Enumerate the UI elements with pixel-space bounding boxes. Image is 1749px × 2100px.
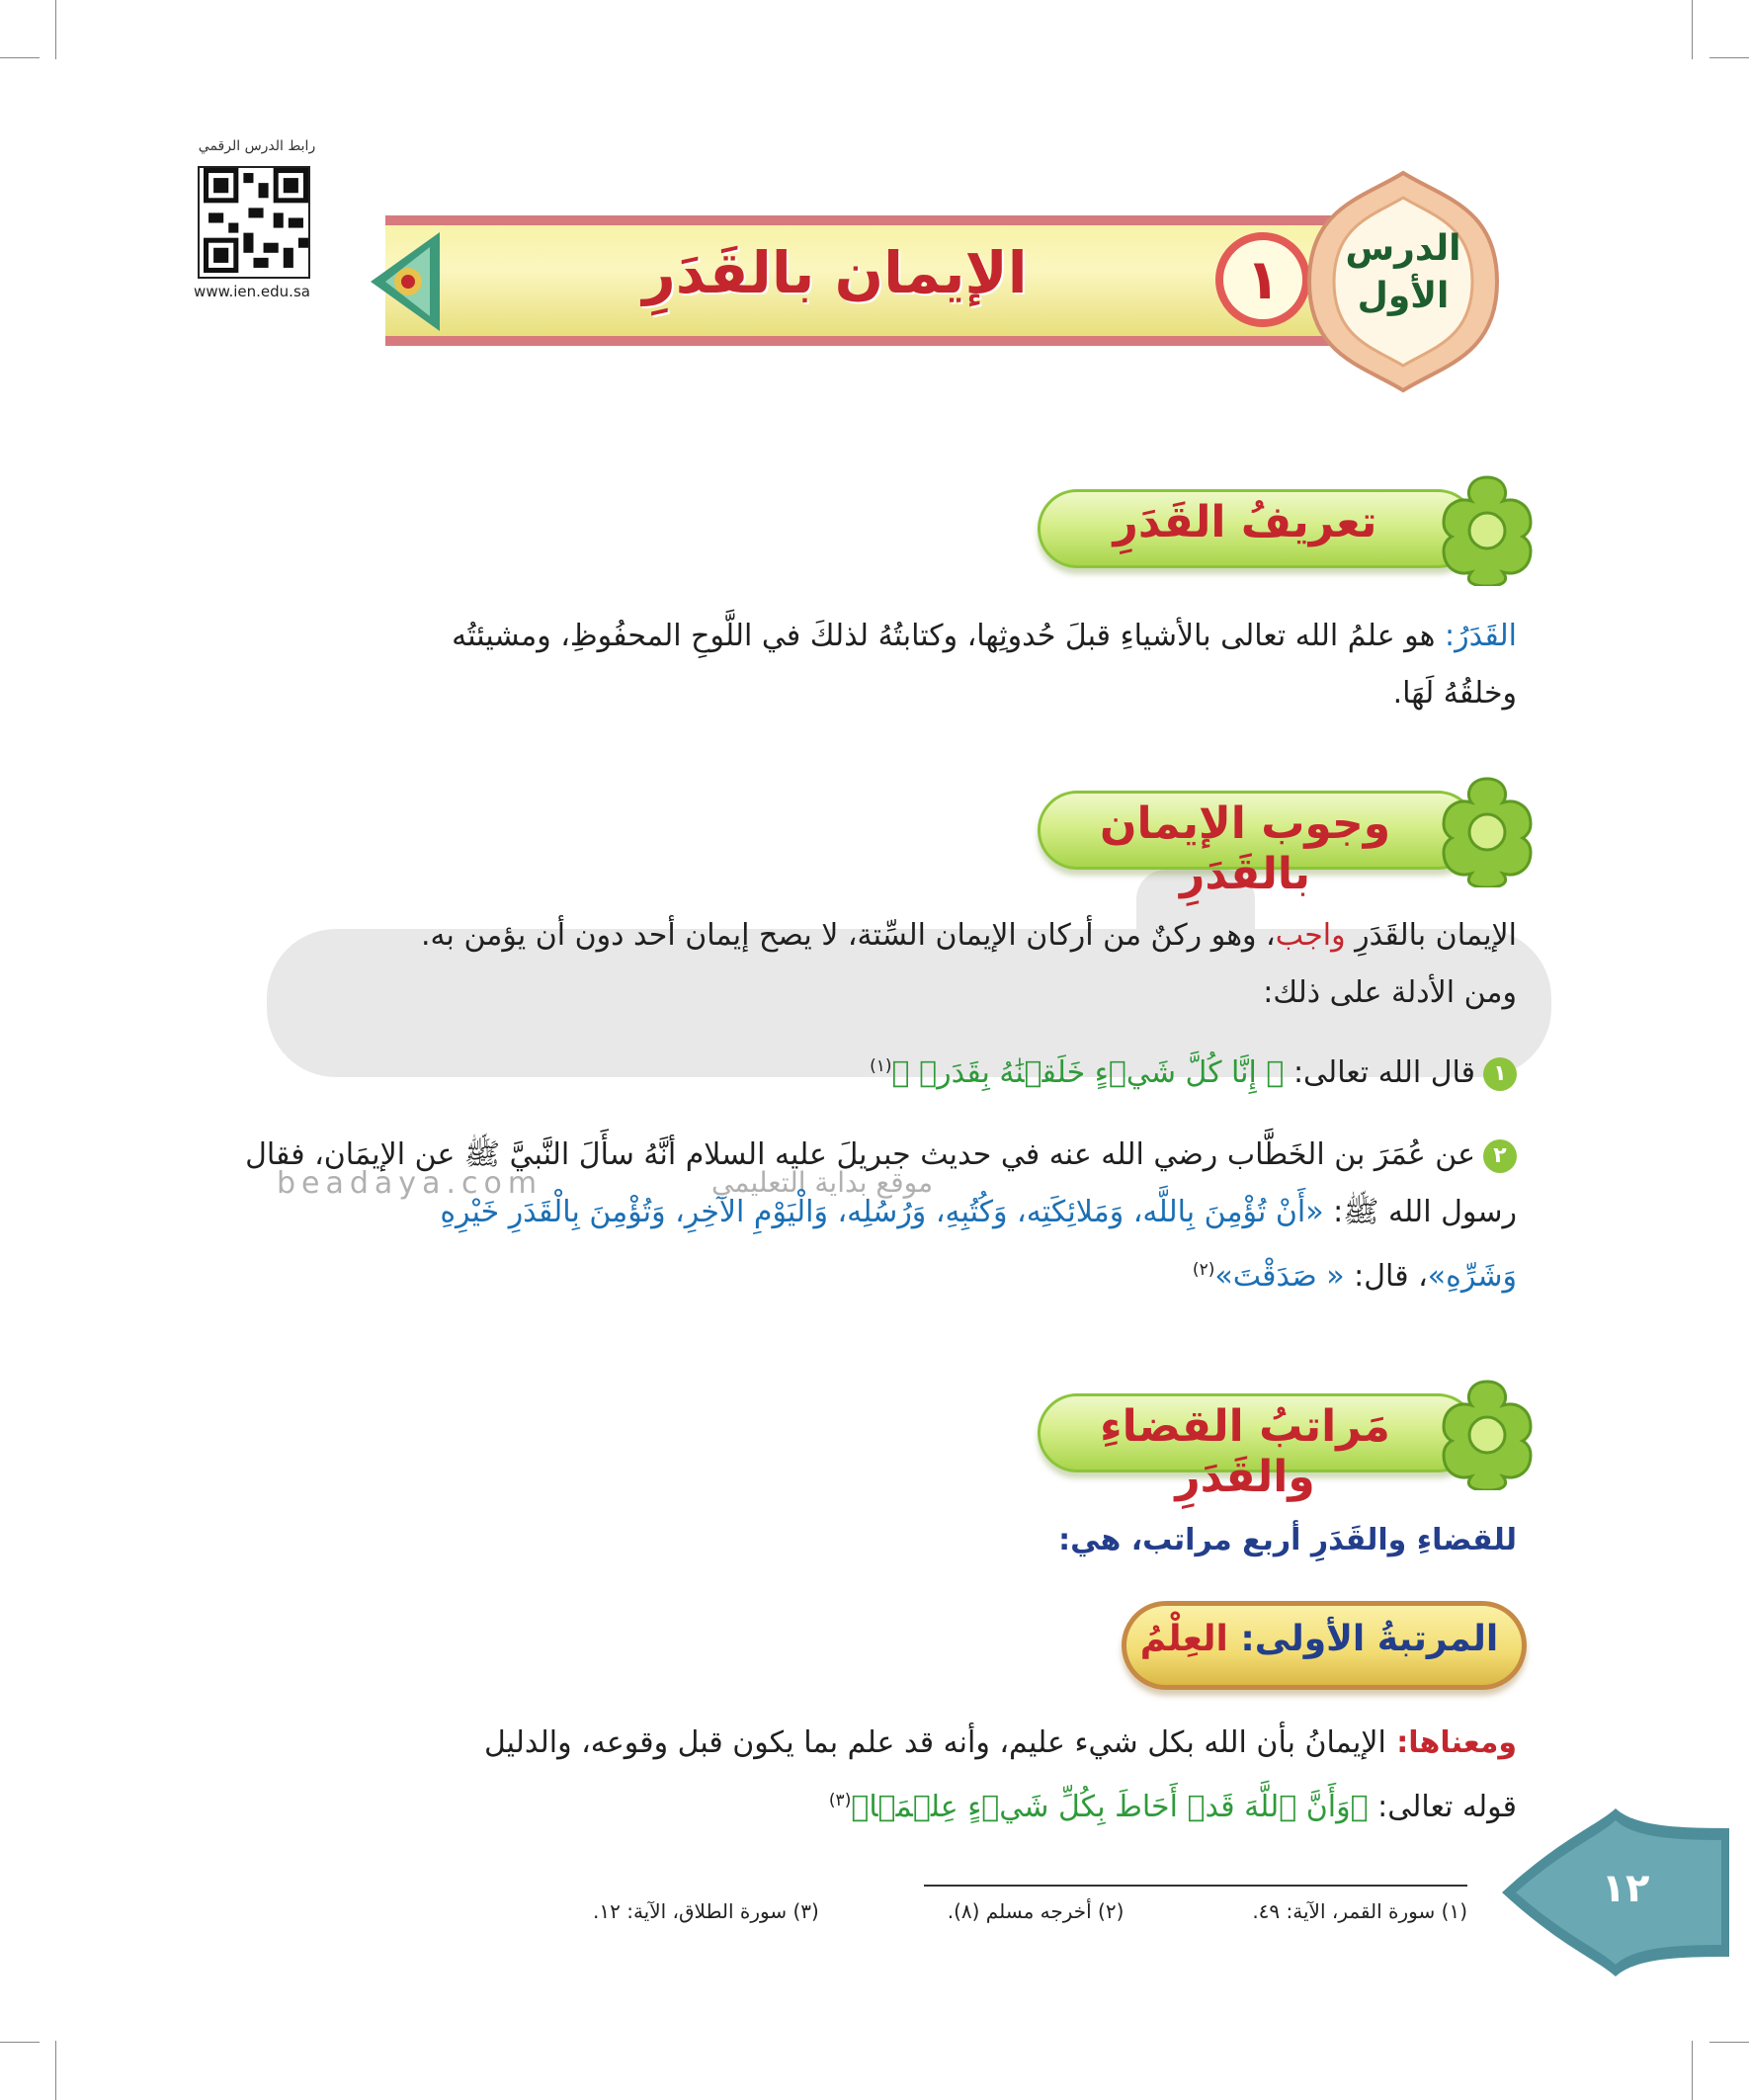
section-title: مَراتبُ القضاءِ والقَدَرِ xyxy=(1100,1401,1390,1502)
crop-mark xyxy=(0,2042,40,2043)
footnote-1: (١) سورة القمر، الآية: ٤٩. xyxy=(1252,1899,1467,1923)
obligation-text-b: ، وهو ركنٌ من أركان الإيمان السِّتة، لا يصح إيمان أحد دون أن يؤمن به. xyxy=(420,918,1276,953)
item-number-badge: ٢ xyxy=(1483,1139,1517,1173)
watermark-latin: beadaya.com xyxy=(277,1166,543,1201)
hadith-intro: عن عُمَرَ بن الخَطَّاب رضي الله عنه في حديث جبريلَ عليه السلام أنَّهُ سأَلَ النَّبيَّ ﷺ عن الإيمَان، فقال xyxy=(245,1137,1475,1172)
qr-code[interactable] xyxy=(198,166,310,279)
definition-paragraph xyxy=(232,608,1517,722)
lesson-label-line2: الأول xyxy=(1357,276,1450,316)
footnote-ref: (٣) xyxy=(828,1791,852,1810)
definition-line1: هو علمُ الله تعالى بالأشياءِ قبلَ حُدوثِها، وكتابتُهُ لذلكَ في اللَّوحِ المحفُوظِ، ومشيئتُه xyxy=(452,619,1445,653)
footnote-ref: (٢) xyxy=(1192,1260,1215,1280)
ornament-icon xyxy=(331,227,440,336)
section-title: وجوب الإيمان بالقَدَرِ xyxy=(1099,798,1391,899)
obligation-keyword: واجب xyxy=(1275,918,1346,953)
obligation-text-a: الإيمان بالقَدَرِ xyxy=(1345,918,1517,953)
hadith-text: «أَنْ تُؤْمِنَ بِاللَّه، وَمَلائِكَتِه، وَكُتُبِهِ، وَرُسُلِه، وَالْيَوْمِ الآخِرِ، وَتُؤْمِنَ بِالْقَدَرِ خَيْرِهِ xyxy=(440,1195,1324,1229)
footnote-ref: (١) xyxy=(870,1056,892,1076)
rank-label: المرتبةُ الأولى: xyxy=(1227,1619,1499,1659)
page-number: ١٢ xyxy=(1601,1866,1650,1911)
clover-ornament-icon xyxy=(1438,471,1537,586)
section-heading-ranks xyxy=(988,1384,1522,1502)
lesson-title: الإيمان بالقَدَرِ xyxy=(642,239,1028,306)
hadith-reply: « صَدَقْتَ» xyxy=(1214,1259,1345,1294)
clover-ornament-icon xyxy=(1438,773,1537,887)
qr-url[interactable]: www.ien.edu.sa xyxy=(194,283,310,300)
crop-mark xyxy=(1692,0,1693,59)
footnote-2: (٢) أخرجه مسلم (٨). xyxy=(947,1899,1124,1923)
section-heading-obligation xyxy=(988,781,1522,899)
watermark-arabic: موقع بداية التعليمي xyxy=(711,1166,934,1199)
evidence-intro: قوله تعالى: xyxy=(1368,1790,1517,1824)
page-number-badge xyxy=(1502,1808,1729,1976)
item1-intro: قال الله تعالى: xyxy=(1284,1055,1475,1090)
section-heading-definition xyxy=(988,479,1522,578)
crop-mark xyxy=(55,2041,56,2100)
lesson-banner xyxy=(331,198,1458,366)
footnote-divider xyxy=(924,1885,1467,1887)
crop-mark xyxy=(1709,2042,1749,2043)
quran-verse: ﴿ إِنَّا كُلَّ شَيۡءٍ خَلَقۡنَٰهُ بِقَدَرٖ ﴾ xyxy=(891,1055,1285,1090)
qr-caption: رابط الدرس الرقمي xyxy=(198,138,316,154)
crop-mark xyxy=(1709,57,1749,58)
obligation-paragraph xyxy=(232,907,1517,1022)
crop-mark xyxy=(55,0,56,59)
hadith-speaker: رسول الله ﷺ: xyxy=(1323,1195,1517,1229)
hadith-reply-intro: ، قال: xyxy=(1344,1259,1428,1294)
quran-verse: ﴿وَأَنَّ ٱللَّهَ قَدۡ أَحَاطَ بِكُلِّ شَيۡءٍ عِلۡمَۢا﴾ xyxy=(851,1790,1369,1824)
lesson-number: ١ xyxy=(1215,232,1310,327)
section-title: تعريفُ القَدَرِ xyxy=(1113,497,1377,547)
rank-heading xyxy=(1122,1601,1527,1690)
footnote-3: (٣) سورة الطلاق، الآية: ١٢. xyxy=(593,1899,819,1923)
definition-line2: وخلقُهُ لَهَا. xyxy=(1392,676,1517,711)
rank-meaning-paragraph xyxy=(232,1715,1517,1836)
rank-value: العِلْمُ xyxy=(1139,1619,1228,1659)
crop-mark xyxy=(0,57,40,58)
item-number-badge: ١ xyxy=(1483,1057,1517,1091)
evidence-item-2 xyxy=(232,1127,1517,1305)
clover-ornament-icon xyxy=(1438,1376,1537,1490)
evidence-intro: ومن الأدلة على ذلك: xyxy=(1263,975,1517,1010)
hadith-text-end: وَشَرِّهِ» xyxy=(1427,1259,1517,1294)
meaning-label: ومعناها: xyxy=(1385,1725,1517,1760)
crop-mark xyxy=(1692,2041,1693,2100)
lesson-badge xyxy=(1304,168,1502,395)
evidence-item-1 xyxy=(232,1038,1517,1102)
footnotes xyxy=(593,1899,1467,1923)
meaning-text: الإيمانُ بأن الله بكل شيء عليم، وأنه قد علم بما يكون قبل وقوعه، والدليل xyxy=(483,1725,1386,1760)
definition-term: القَدَرُ: xyxy=(1445,619,1517,653)
ranks-intro: للقضاءِ والقَدَرِ أربع مراتب، هي: xyxy=(1058,1523,1517,1557)
lesson-label-line1: الدرس xyxy=(1345,228,1461,269)
